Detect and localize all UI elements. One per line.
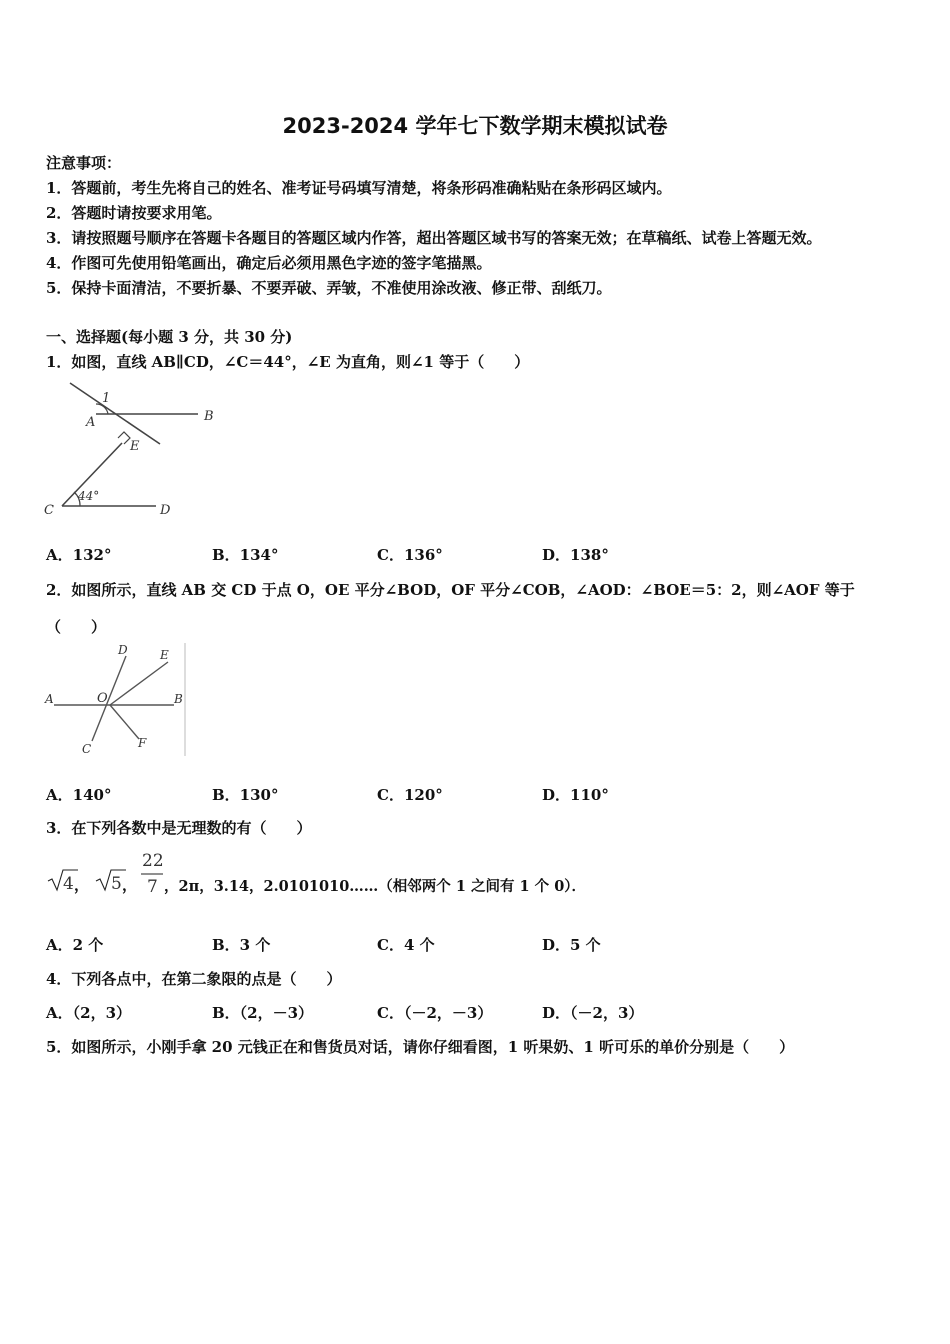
note-item: 3．请按照题号顺序在答题卡各题目的答题区域内作答，超出答题区域书写的答案无效；在草稿纸、试卷上答题无效。: [46, 229, 822, 247]
question-4-option-b[interactable]: B．（2，－3）: [212, 1004, 314, 1022]
fig2-label-f: F: [138, 736, 147, 750]
fig1-label-a: A: [86, 415, 96, 430]
question-1-option-b[interactable]: B．134°: [212, 546, 279, 564]
question-3-separator: ，: [74, 876, 90, 894]
fig1-label-1: 1: [102, 391, 111, 406]
question-3-option-b[interactable]: B．3 个: [212, 936, 271, 954]
question-3-option-a[interactable]: A．2 个: [46, 936, 104, 954]
question-1-stem: 1．如图，直线 AB∥CD，∠C＝44°，∠E 为直角，则∠1 等于（ ）: [46, 353, 530, 371]
sqrt4-value: 4: [63, 874, 74, 894]
question-1-option-d[interactable]: D．138°: [542, 546, 609, 564]
fig1-label-e: E: [130, 439, 140, 454]
question-2-stem-cont: （ ）: [46, 618, 107, 636]
question-2-option-a[interactable]: A．140°: [46, 786, 112, 804]
fig1-label-c: C: [44, 503, 54, 518]
section-heading: 一、选择题(每小题 3 分，共 30 分): [46, 328, 293, 346]
question-4-option-c[interactable]: C．（－2，－3）: [377, 1004, 493, 1022]
question-3-option-d[interactable]: D．5 个: [542, 936, 601, 954]
question-5-stem: 5．如图所示，小刚手拿 20 元钱正在和售货员对话，请你仔细看图，1 听果奶、1 听可乐的单价分别是（ ）: [46, 1038, 795, 1056]
note-item: 5．保持卡面清洁，不要折暴、不要弄破、弄皱，不准使用涂改液、修正带、刮纸刀。: [46, 279, 612, 297]
notes-heading: 注意事项：: [46, 154, 122, 172]
question-2-option-d[interactable]: D．110°: [542, 786, 609, 804]
question-4-option-a[interactable]: A．（2，3）: [46, 1004, 132, 1022]
fraction-numerator: 22: [142, 851, 164, 871]
question-4-stem: 4．下列各点中，在第二象限的点是（ ）: [46, 970, 342, 988]
fraction-denominator: 7: [147, 877, 158, 897]
fig2-label-b: B: [174, 692, 183, 706]
fig1-label-b: B: [204, 409, 214, 424]
fig1-label-d: D: [160, 503, 171, 518]
question-2-option-c[interactable]: C．120°: [377, 786, 443, 804]
fig2-label-c: C: [82, 742, 92, 756]
question-3-separator: ，: [122, 876, 138, 894]
sqrt5-value: 5: [111, 874, 122, 894]
question-1-option-a[interactable]: A．132°: [46, 546, 112, 564]
question-1-figure: [40, 380, 240, 530]
question-3-stem: 3．在下列各数中是无理数的有（ ）: [46, 819, 312, 837]
fig2-label-a: A: [45, 692, 54, 706]
fig2-label-e: E: [160, 648, 169, 662]
note-item: 1．答题前，考生先将自己的姓名、准考证号码填写清楚，将条形码准确粘贴在条形码区域内。: [46, 179, 672, 197]
fig1-label-angle: 44°: [78, 489, 100, 503]
question-4-option-d[interactable]: D．（－2，3）: [542, 1004, 644, 1022]
question-3-numbers: ，2π，3.14，2.0101010……（相邻两个 1 之间有 1 个 0）．: [164, 878, 587, 895]
page-title: 2023-2024 学年七下数学期末模拟试卷: [282, 114, 668, 138]
question-1-option-c[interactable]: C．136°: [377, 546, 443, 564]
question-3-option-c[interactable]: C．4 个: [377, 936, 435, 954]
fig2-label-o: O: [97, 691, 108, 706]
question-2-stem: 2．如图所示，直线 AB 交 CD 于点 O，OE 平分∠BOD，OF 平分∠COB，∠AOD：∠BOE＝5：2，则∠AOF 等于: [46, 581, 855, 599]
question-2-figure: [42, 643, 192, 758]
note-item: 4．作图可先使用铅笔画出，确定后必须用黑色字迹的签字笔描黑。: [46, 254, 492, 272]
fig2-label-d: D: [118, 643, 128, 657]
note-item: 2．答题时请按要求用笔。: [46, 204, 222, 222]
question-2-option-b[interactable]: B．130°: [212, 786, 279, 804]
